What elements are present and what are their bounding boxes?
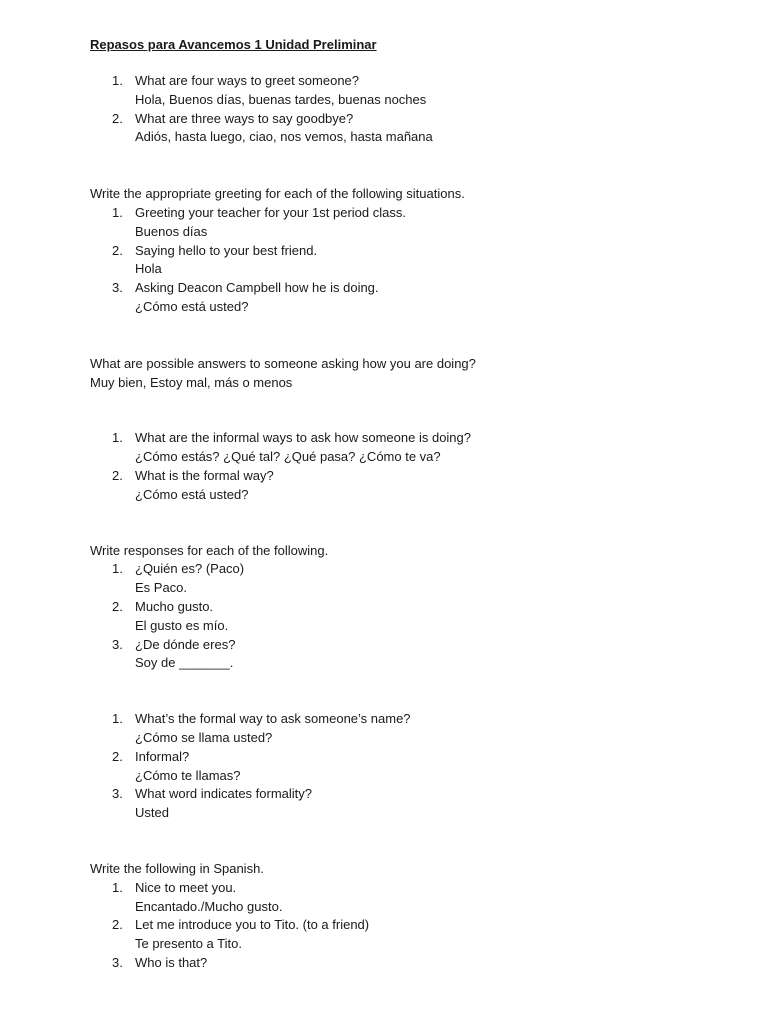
question-text: ¿De dónde eres? <box>135 636 236 652</box>
list-item <box>90 467 690 505</box>
item-number: 2. <box>112 917 123 933</box>
section-greetings-goodbyes <box>90 72 690 147</box>
section-how-are-you <box>90 429 690 504</box>
section-write-responses <box>90 542 690 674</box>
answer-text: ¿Cómo se llama usted? <box>135 729 273 745</box>
question-list <box>90 204 690 317</box>
section-asking-names <box>90 710 690 823</box>
item-number: 3. <box>112 786 123 802</box>
answer-text: ¿Cómo está usted? <box>135 298 249 314</box>
answer-text: El gusto es mío. <box>135 617 229 633</box>
question-list <box>90 429 690 504</box>
answer-text: Es Paco. <box>135 580 188 596</box>
answer-text: Usted <box>135 805 169 821</box>
answer-text: Encantado./Mucho gusto. <box>135 898 283 914</box>
question-text: What are four ways to greet someone? <box>135 73 360 88</box>
question-text: Let me introduce you to Tito. (to a friend) <box>135 917 370 933</box>
section-heading: Write the following in Spanish. <box>90 860 264 876</box>
question-text: What are the informal ways to ask how someone is doing? <box>135 430 472 446</box>
question-list <box>90 879 690 973</box>
question-text: Mucho gusto. <box>135 598 214 614</box>
item-number: 1. <box>112 711 123 727</box>
list-item <box>90 242 690 280</box>
item-number: 1. <box>112 561 123 577</box>
list-item <box>90 560 690 598</box>
list-item <box>90 429 690 467</box>
document <box>90 36 690 973</box>
question-text: What’s the formal way to ask someone’s name? <box>135 711 411 727</box>
list-item <box>90 710 690 748</box>
question-text: ¿Quién es? (Paco) <box>135 561 245 577</box>
answer-text: ¿Cómo está usted? <box>135 486 249 502</box>
answer-text: ¿Cómo te llamas? <box>135 767 241 783</box>
answer-text: Buenos días <box>135 223 208 239</box>
question-text: What word indicates formality? <box>135 786 313 802</box>
section-heading: Write the appropriate greeting for each of the following situations. <box>90 186 465 202</box>
item-number: 3. <box>112 636 123 652</box>
item-number: 1. <box>112 204 123 220</box>
list-item <box>90 785 690 823</box>
item-number: 3. <box>112 954 123 970</box>
answer-text: Adiós, hasta luego, ciao, nos vemos, hasta mañana <box>135 129 433 145</box>
list-item <box>90 879 690 917</box>
list-item <box>90 204 690 242</box>
list-item <box>90 916 690 954</box>
answer-text: Soy de _______. <box>135 655 234 671</box>
list-item <box>90 598 690 636</box>
list-item <box>90 110 690 148</box>
question-text: Greeting your teacher for your 1st period class. <box>135 204 406 220</box>
section-heading: Write responses for each of the following. <box>90 542 329 558</box>
item-number: 1. <box>112 73 123 88</box>
question-text: Asking Deacon Campbell how he is doing. <box>135 280 379 296</box>
item-number: 2. <box>112 598 123 614</box>
item-number: 1. <box>112 879 123 895</box>
document-title: Repasos para Avancemos 1 Unidad Preliminar <box>90 37 377 52</box>
answer-text: Hola <box>135 261 162 277</box>
list-item <box>90 279 690 317</box>
section-possible-answers <box>90 355 690 393</box>
item-number: 2. <box>112 242 123 258</box>
answer-text: Te presento a Tito. <box>135 936 242 952</box>
section-heading: What are possible answers to someone asking how you are doing? <box>90 355 476 371</box>
answer-text: ¿Cómo estás? ¿Qué tal? ¿Qué pasa? ¿Cómo te va? <box>135 449 441 465</box>
question-text: Nice to meet you. <box>135 879 237 895</box>
answer-text: Muy bien, Estoy mal, más o menos <box>90 374 293 390</box>
list-item <box>90 636 690 674</box>
question-text: Saying hello to your best friend. <box>135 242 318 258</box>
question-text: What are three ways to say goodbye? <box>135 110 354 126</box>
answer-text: Hola, Buenos días, buenas tardes, buenas noches <box>135 91 427 107</box>
question-text: Who is that? <box>135 954 208 970</box>
question-text: Informal? <box>135 748 190 764</box>
list-item <box>90 748 690 786</box>
item-number: 2. <box>112 110 123 126</box>
question-list <box>90 560 690 673</box>
question-text: What is the formal way? <box>135 467 274 483</box>
section-write-in-spanish <box>90 860 690 973</box>
list-item <box>90 954 690 973</box>
question-list <box>90 710 690 823</box>
list-item <box>90 72 690 110</box>
item-number: 2. <box>112 748 123 764</box>
item-number: 2. <box>112 467 123 483</box>
question-list <box>90 72 690 147</box>
item-number: 1. <box>112 430 123 446</box>
section-appropriate-greeting <box>90 185 690 317</box>
item-number: 3. <box>112 280 123 296</box>
